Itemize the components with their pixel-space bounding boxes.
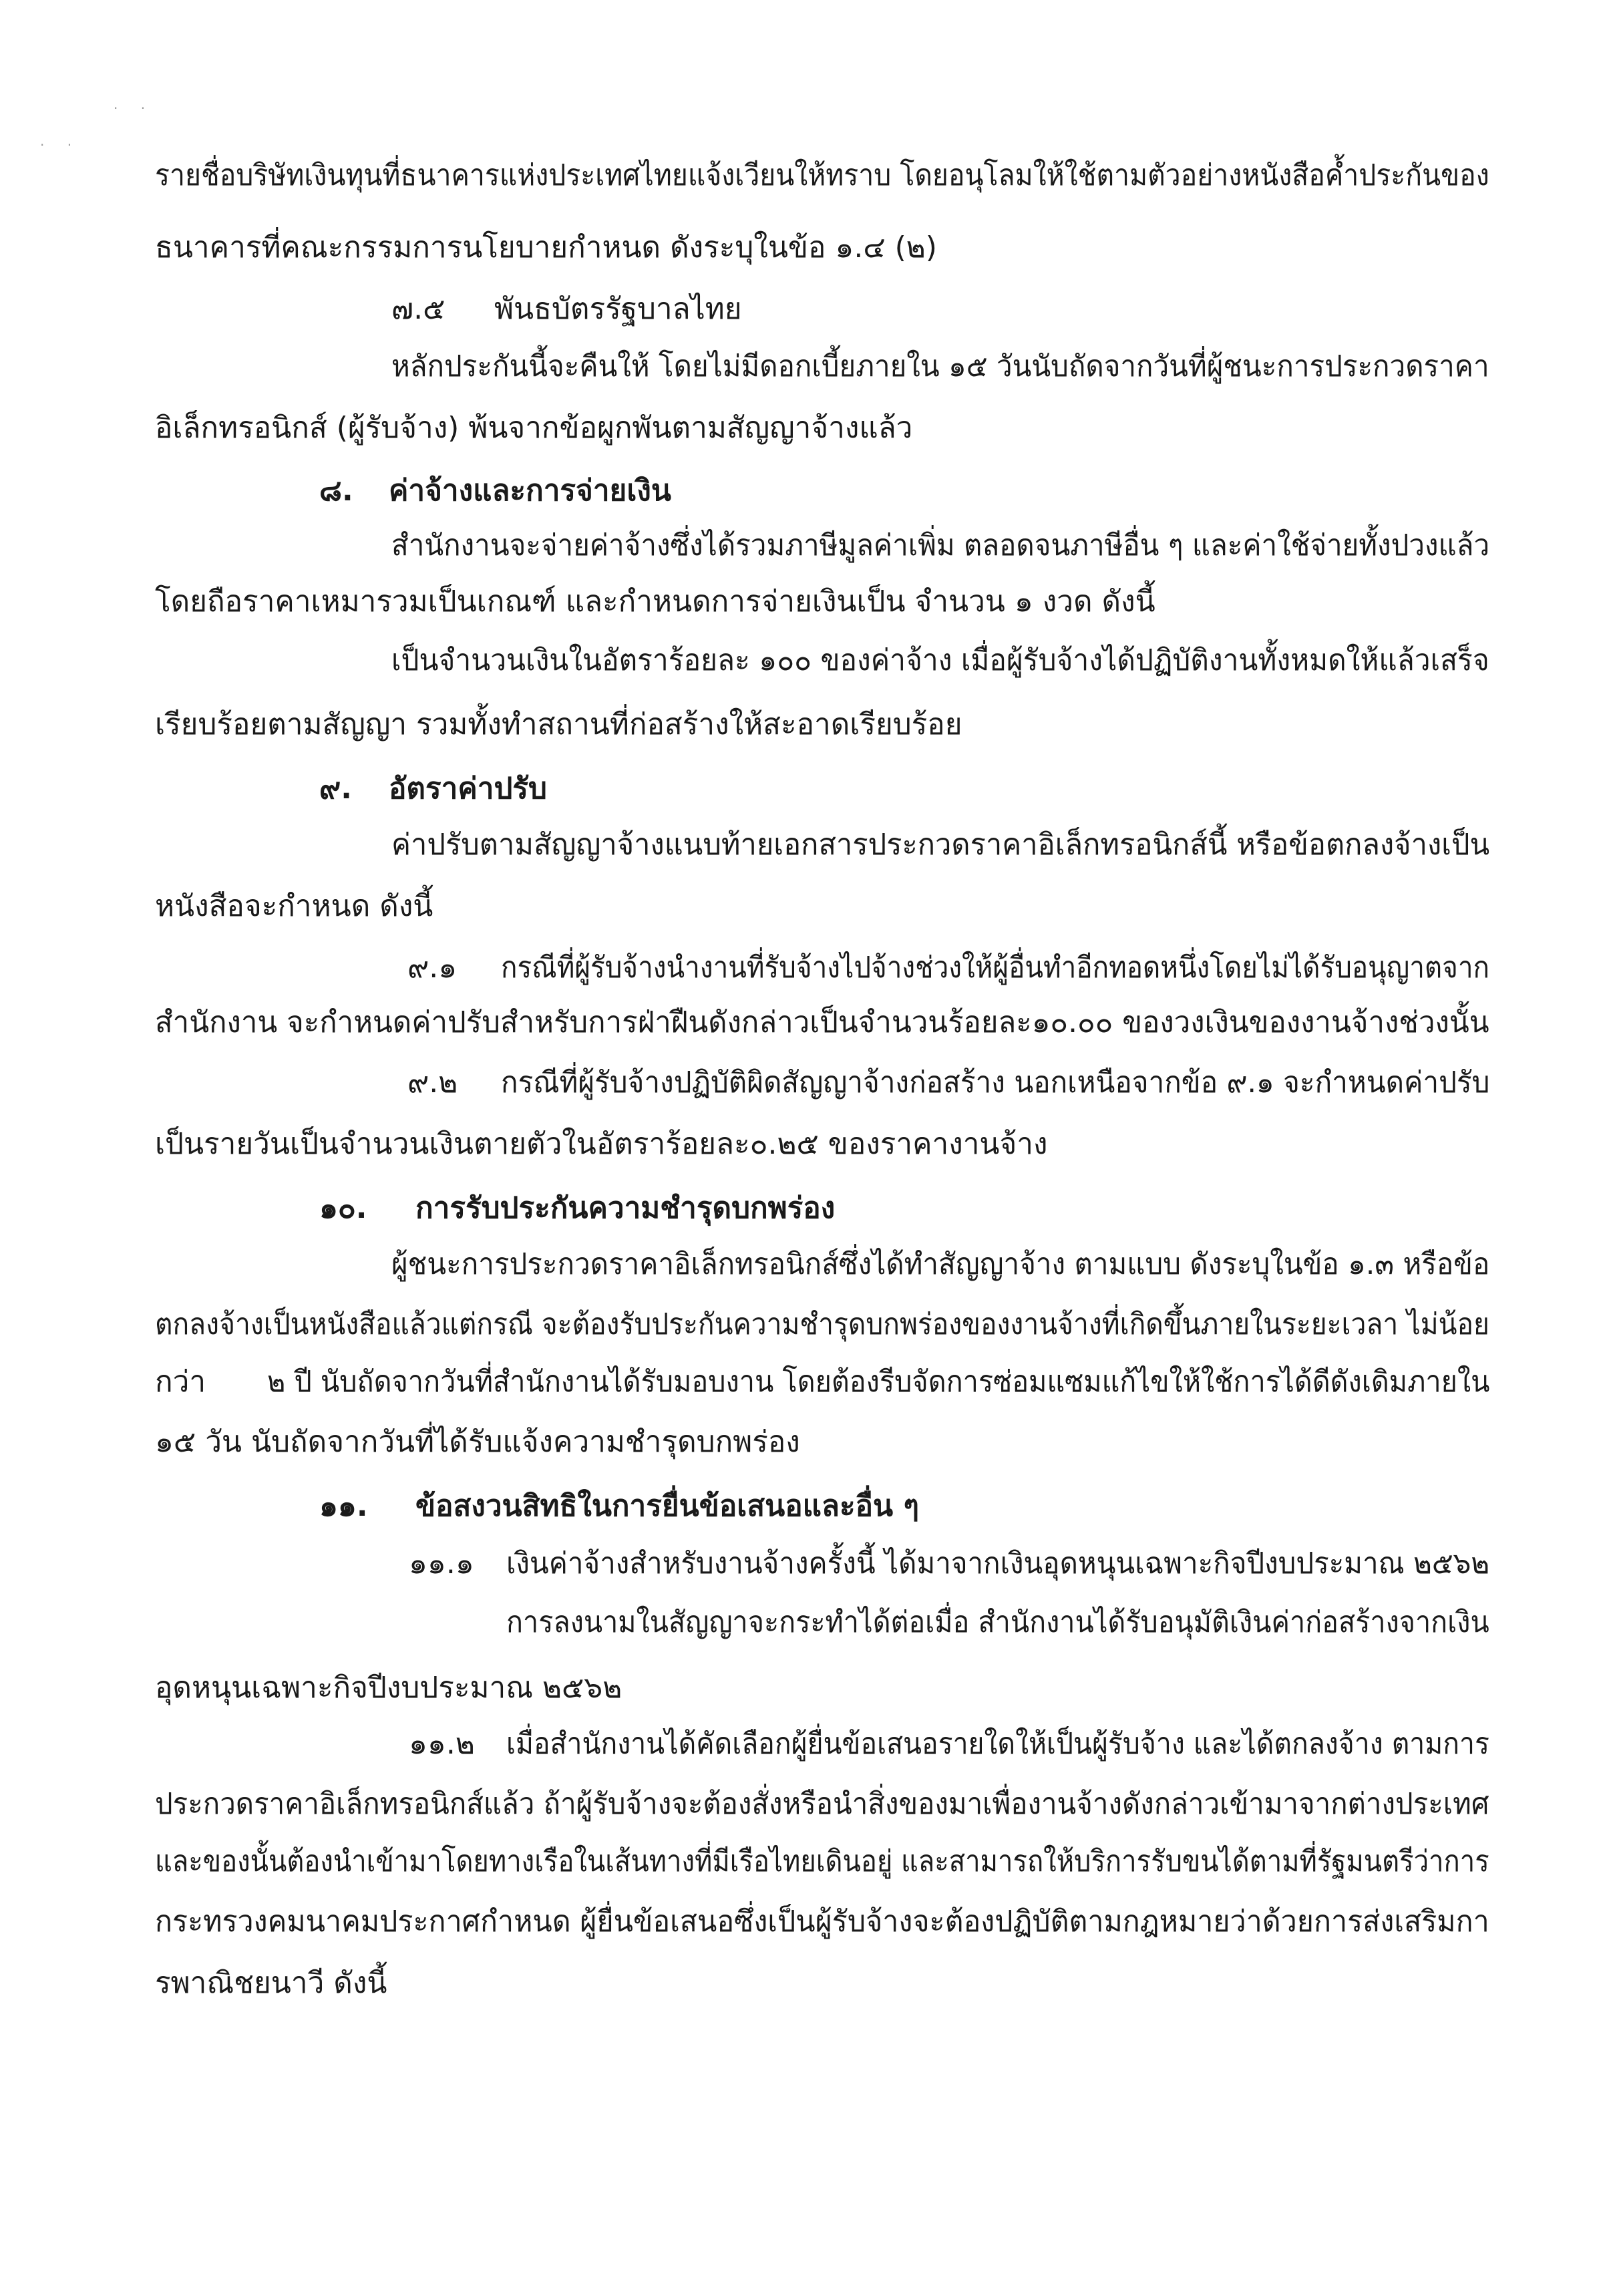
paragraph-line xyxy=(0,1244,1609,1285)
item-11-2 xyxy=(0,1724,1609,1765)
paragraph-line xyxy=(0,824,1609,866)
paragraph-line xyxy=(0,227,1609,269)
paragraph-line xyxy=(0,1124,1609,1165)
item-number: ๑๑.๑ xyxy=(409,1546,474,1581)
text-line: กรณีที่ผู้รับจ้างปฏิบัติผิดสัญญาจ้างก่อสร้าง นอกเหนือจากข้อ ๙.๑ จะกำหนดค่าปรับ xyxy=(501,1065,1490,1100)
paragraph-line xyxy=(0,407,1609,449)
scan-speck-mark: · · xyxy=(40,137,81,153)
scan-speck-mark: · · xyxy=(114,100,155,116)
text-line: หลักประกันนี้จะคืนให้ โดยไม่มีดอกเบี้ยภายใน ๑๕ วันนับถัดจากวันที่ผู้ชนะการประกวดราคา xyxy=(391,349,1489,383)
text-line: เป็นจำนวนเงินในอัตราร้อยละ ๑๐๐ ของค่าจ้าง เมื่อผู้รับจ้างได้ปฏิบัติงานทั้งหมดให้แล้วเสร็จ xyxy=(391,643,1489,677)
text-line: และของนั้นต้องนำเข้ามาโดยทางเรือในเส้นทางที่มีเรือไทยเดินอยู่ และสามารถให้บริการรับขนได้ตามที่รัฐมนตรีว่าการ xyxy=(155,1844,1489,1878)
paragraph-line xyxy=(0,525,1609,566)
paragraph-line xyxy=(0,346,1609,387)
text-line: เรียบร้อยตามสัญญา รวมทั้งทำสถานที่ก่อสร้างให้สะอาดเรียบร้อย xyxy=(155,707,962,742)
section-number: ๙. xyxy=(319,772,352,806)
paragraph-line xyxy=(0,886,1609,927)
text-line: กว่า xyxy=(155,1365,206,1399)
item-7-5 xyxy=(0,289,1609,330)
section-heading-8 xyxy=(0,470,1609,512)
text-line: อิเล็กทรอนิกส์ (ผู้รับจ้าง) พ้นจากข้อผูกพันตามสัญญาจ้างแล้ว xyxy=(155,411,913,445)
section-heading-11 xyxy=(0,1486,1609,1527)
text-line: รายชื่อบริษัทเงินทุนที่ธนาคารแห่งประเทศไทยแจ้งเวียนให้ทราบ โดยอนุโลมให้ใช้ตามตัวอย่างหนังสือค้ำประกันของ xyxy=(155,158,1489,192)
section-title: อัตราค่าปรับ xyxy=(389,772,547,806)
item-9-1 xyxy=(0,947,1609,989)
paragraph-line xyxy=(0,640,1609,681)
text-line: กรณีที่ผู้รับจ้างนำงานที่รับจ้างไปจ้างช่วงให้ผู้อื่นทำอีกทอดหนึ่งโดยไม่ได้รับอนุญาตจาก xyxy=(501,951,1490,985)
text-line: ธนาคารที่คณะกรรมการนโยบายกำหนด ดังระบุในข้อ ๑.๔ (๒) xyxy=(155,230,937,265)
text-line: รพาณิชยนาวี ดังนี้ xyxy=(155,1966,387,2000)
section-heading-10 xyxy=(0,1188,1609,1229)
text-line: เมื่อสำนักงานได้คัดเลือกผู้ยื่นข้อเสนอรายใดให้เป็นผู้รับจ้าง และได้ตกลงจ้าง ตามการ xyxy=(506,1727,1489,1761)
item-number: ๙.๑ xyxy=(407,951,458,985)
paragraph-line xyxy=(0,1963,1609,2004)
paragraph-line xyxy=(0,1304,1609,1345)
item-label: พันธบัตรรัฐบาลไทย xyxy=(494,292,742,326)
section-title: ข้อสงวนสิทธิในการยื่นข้อเสนอและอื่น ๆ xyxy=(415,1489,920,1523)
item-number: ๑๑.๒ xyxy=(409,1727,475,1761)
text-line: ๒ ปี นับถัดจากวันที่สำนักงานได้รับมอบงาน โดยต้องรีบจัดการซ่อมแซมแก้ไขให้ใช้การได้ดีดังเดิมภายใน xyxy=(267,1365,1490,1399)
text-line: เงินค่าจ้างสำหรับงานจ้างครั้งนี้ ได้มาจากเงินอุดหนุนเฉพาะกิจปีงบประมาณ ๒๕๖๒ xyxy=(506,1546,1490,1581)
section-title: การรับประกันความชำรุดบกพร่อง xyxy=(415,1191,836,1225)
text-line: กระทรวงคมนาคมประกาศกำหนด ผู้ยื่นข้อเสนอซึ่งเป็นผู้รับจ้างจะต้องปฏิบัติตามกฎหมายว่าด้วยการส่งเสริมกา xyxy=(155,1905,1489,1939)
text-line: หนังสือจะกำหนด ดังนี้ xyxy=(155,889,433,923)
paragraph-line xyxy=(0,704,1609,746)
text-line: ผู้ชนะการประกวดราคาอิเล็กทรอนิกส์ซึ่งได้ทำสัญญาจ้าง ตามแบบ ดังระบุในข้อ ๑.๓ หรือข้อ xyxy=(391,1247,1490,1281)
paragraph-line xyxy=(0,155,1609,196)
paragraph-line xyxy=(0,1422,1609,1463)
section-heading-9 xyxy=(0,768,1609,810)
paragraph-line xyxy=(0,1667,1609,1709)
text-line: ตกลงจ้างเป็นหนังสือแล้วแต่กรณี จะต้องรับประกันความชำรุดบกพร่องของงานจ้างที่เกิดขึ้นภายในระยะเวลา ไม่น้อย xyxy=(155,1307,1489,1341)
section-number: ๑๐. xyxy=(319,1191,367,1225)
paragraph-line xyxy=(0,581,1609,623)
text-line: ประกวดราคาอิเล็กทรอนิกส์แล้ว ถ้าผู้รับจ้างจะต้องสั่งหรือนำสิ่งของมาเพื่องานจ้างดังกล่าวเข้ามาจากต่างประเทศ xyxy=(155,1787,1489,1821)
text-line: ๑๕ วัน นับถัดจากวันที่ได้รับแจ้งความชำรุดบกพร่อง xyxy=(155,1425,800,1459)
paragraph-line xyxy=(0,1784,1609,1825)
paragraph-line xyxy=(0,1361,1609,1403)
text-line: สำนักงาน จะกำหนดค่าปรับสำหรับการฝ่าฝืนดังกล่าวเป็นจำนวนร้อยละ๑๐.๐๐ ของวงเงินของงานจ้างช่วงนั้น xyxy=(155,1005,1489,1039)
text-line: อุดหนุนเฉพาะกิจปีงบประมาณ ๒๕๖๒ xyxy=(155,1671,622,1705)
item-number: ๗.๕ xyxy=(391,292,445,326)
item-9-2 xyxy=(0,1062,1609,1104)
paragraph-line xyxy=(0,1602,1609,1643)
text-line: ค่าปรับตามสัญญาจ้างแนบท้ายเอกสารประกวดราคาอิเล็กทรอนิกส์นี้ หรือข้อตกลงจ้างเป็น xyxy=(391,828,1490,862)
section-title: ค่าจ้างและการจ่ายเงิน xyxy=(389,474,671,508)
text-line: สำนักงานจะจ่ายค่าจ้างซึ่งได้รวมภาษีมูลค่าเพิ่ม ตลอดจนภาษีอื่น ๆ และค่าใช้จ่ายทั้งปวงแล้ว xyxy=(391,528,1490,562)
section-number: ๑๑. xyxy=(319,1489,368,1523)
paragraph-line xyxy=(0,1002,1609,1043)
text-line: เป็นรายวันเป็นจำนวนเงินตายตัวในอัตราร้อยละ๐.๒๕ ของราคางานจ้าง xyxy=(155,1127,1048,1161)
item-11-1 xyxy=(0,1543,1609,1585)
item-number: ๙.๒ xyxy=(407,1065,458,1100)
text-line: โดยถือราคาเหมารวมเป็นเกณฑ์ และกำหนดการจ่ายเงินเป็น จำนวน ๑ งวด ดังนี้ xyxy=(155,585,1155,619)
paragraph-line xyxy=(0,1901,1609,1943)
paragraph-line xyxy=(0,1841,1609,1882)
section-number: ๘. xyxy=(319,474,353,508)
text-line: การลงนามในสัญญาจะกระทำได้ต่อเมื่อ สำนักงานได้รับอนุมัติเงินค่าก่อสร้างจากเงิน xyxy=(506,1605,1489,1639)
